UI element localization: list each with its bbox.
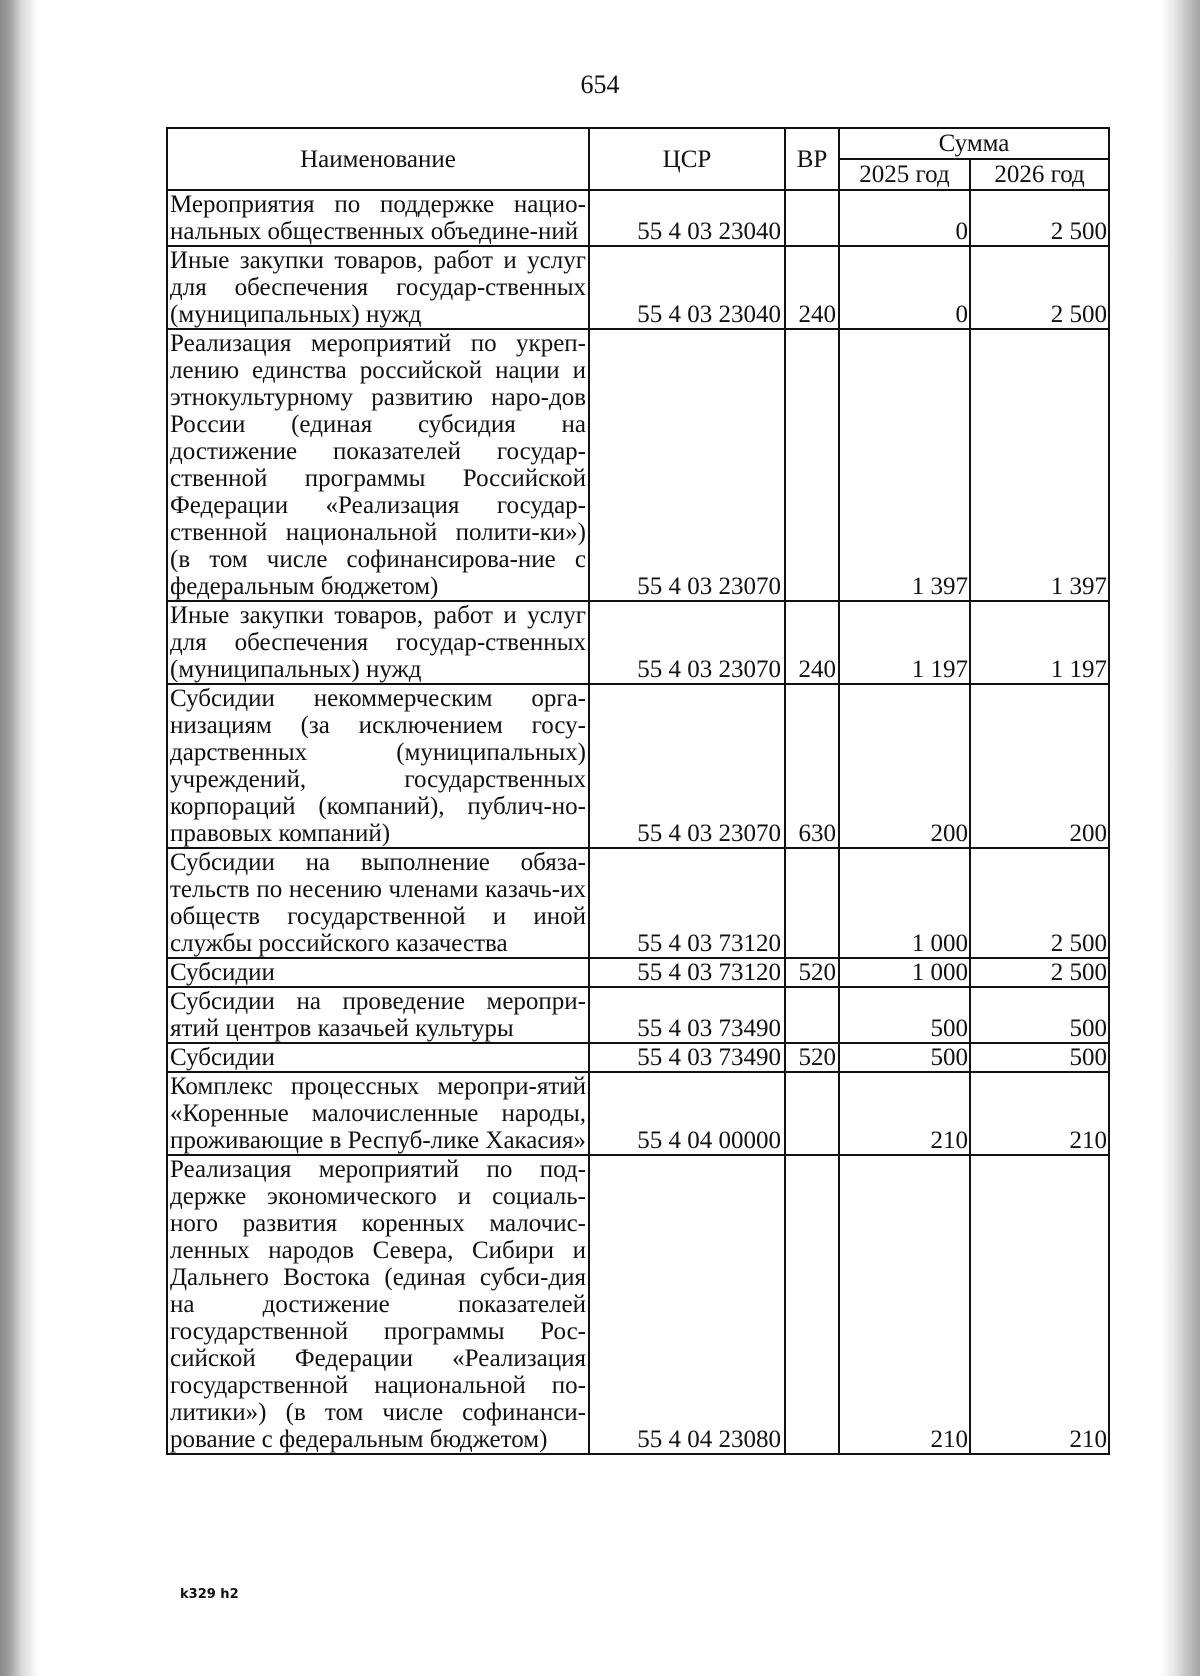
row-amount-2025: 210 — [839, 1155, 970, 1454]
table-row — [167, 190, 1109, 246]
scan-edge-right — [1160, 0, 1200, 1676]
row-csr: 55 4 03 23070 — [589, 329, 785, 601]
budget-table — [166, 127, 1110, 1455]
header-vr: ВР — [785, 128, 839, 190]
row-amount-2026: 200 — [970, 684, 1109, 848]
row-amount-2026: 500 — [970, 987, 1109, 1043]
row-csr: 55 4 03 23070 — [589, 601, 785, 684]
row-vr: 630 — [785, 684, 839, 848]
row-amount-2026: 1 197 — [970, 601, 1109, 684]
header-sum: Сумма — [839, 128, 1109, 159]
row-amount-2025: 210 — [839, 1072, 970, 1155]
row-csr: 55 4 03 23070 — [589, 684, 785, 848]
table-row — [167, 329, 1109, 601]
row-csr: 55 4 04 23080 — [589, 1155, 785, 1454]
row-name: Субсидии некоммерческим орга-низациям (за исключением госу-дарственных (муниципальных) учреждений, государственных корпораций (компаний), публич-но-правовых компаний) — [167, 684, 589, 848]
row-vr: 240 — [785, 246, 839, 329]
table-row — [167, 1155, 1109, 1454]
row-name: Реализация мероприятий по под-держке экономического и социаль-ного развития коренных малочис-ленных народов Севера, Сибири и Дальнего Востока (единая субси-дия на достижение показателей государственной программы Рос-сийской Федерации «Реализация государственной национальной по-литики») (в том числе софинанси-рование с федеральным бюджетом) — [167, 1155, 589, 1454]
row-amount-2025: 200 — [839, 684, 970, 848]
row-amount-2025: 1 000 — [839, 958, 970, 987]
row-vr: 520 — [785, 958, 839, 987]
page-number: 654 — [580, 70, 620, 99]
table-row — [167, 246, 1109, 329]
row-csr: 55 4 03 73490 — [589, 1043, 785, 1072]
row-csr: 55 4 03 23040 — [589, 246, 785, 329]
row-csr: 55 4 03 73120 — [589, 848, 785, 958]
row-name: Реализация мероприятий по укреп-лению единства российской нации и этнокультурному развитию наро-дов России (единая субсидия на достижение показателей государ-ственной программы Российской Федерации «Реализация государ-ственной национальной полити-ки») (в том числе софинансирова-ние с федеральным бюджетом) — [167, 329, 589, 601]
row-amount-2026: 2 500 — [970, 848, 1109, 958]
row-vr: 520 — [785, 1043, 839, 1072]
row-amount-2026: 210 — [970, 1155, 1109, 1454]
footer-code: k329 h2 — [180, 1587, 239, 1602]
row-vr: 240 — [785, 601, 839, 684]
row-amount-2026: 2 500 — [970, 246, 1109, 329]
row-csr: 55 4 03 73490 — [589, 987, 785, 1043]
row-csr: 55 4 03 23040 — [589, 190, 785, 246]
row-amount-2025: 1 197 — [839, 601, 970, 684]
row-vr — [785, 987, 839, 1043]
row-csr: 55 4 03 73120 — [589, 958, 785, 987]
table-row — [167, 601, 1109, 684]
row-vr — [785, 190, 839, 246]
row-name: Субсидии — [167, 958, 589, 987]
row-vr — [785, 1155, 839, 1454]
row-amount-2026: 500 — [970, 1043, 1109, 1072]
header-year-2025: 2025 год — [839, 159, 970, 190]
header-year-2026: 2026 год — [970, 159, 1109, 190]
row-vr — [785, 329, 839, 601]
table-row — [167, 1072, 1109, 1155]
row-amount-2025: 500 — [839, 1043, 970, 1072]
row-amount-2025: 1 000 — [839, 848, 970, 958]
row-amount-2026: 2 500 — [970, 190, 1109, 246]
row-vr — [785, 1072, 839, 1155]
row-amount-2025: 0 — [839, 190, 970, 246]
row-vr — [785, 848, 839, 958]
row-name: Комплекс процессных меропри-ятий «Коренные малочисленные народы, проживающие в Респуб-лике Хакасия» — [167, 1072, 589, 1155]
table-row — [167, 684, 1109, 848]
row-name: Мероприятия по поддержке нацио-нальных общественных объедине-ний — [167, 190, 589, 246]
table-body — [167, 190, 1109, 1454]
row-name: Субсидии на выполнение обяза-тельств по несению членами казачь-их обществ государственной и иной службы российского казачества — [167, 848, 589, 958]
header-csr: ЦСР — [589, 128, 785, 190]
header-name: Наименование — [167, 128, 589, 190]
row-amount-2025: 500 — [839, 987, 970, 1043]
table-row — [167, 1043, 1109, 1072]
table-row — [167, 958, 1109, 987]
row-amount-2026: 210 — [970, 1072, 1109, 1155]
scan-edge-left — [0, 0, 38, 1676]
row-name: Иные закупки товаров, работ и услуг для обеспечения государ-ственных (муниципальных) нужд — [167, 601, 589, 684]
row-name: Субсидии — [167, 1043, 589, 1072]
row-csr: 55 4 04 00000 — [589, 1072, 785, 1155]
row-amount-2025: 1 397 — [839, 329, 970, 601]
table-row — [167, 848, 1109, 958]
row-amount-2025: 0 — [839, 246, 970, 329]
row-amount-2026: 1 397 — [970, 329, 1109, 601]
row-name: Субсидии на проведение меропри-ятий центров казачьей культуры — [167, 987, 589, 1043]
row-amount-2026: 2 500 — [970, 958, 1109, 987]
row-name: Иные закупки товаров, работ и услуг для обеспечения государ-ственных (муниципальных) нужд — [167, 246, 589, 329]
table-row — [167, 987, 1109, 1043]
